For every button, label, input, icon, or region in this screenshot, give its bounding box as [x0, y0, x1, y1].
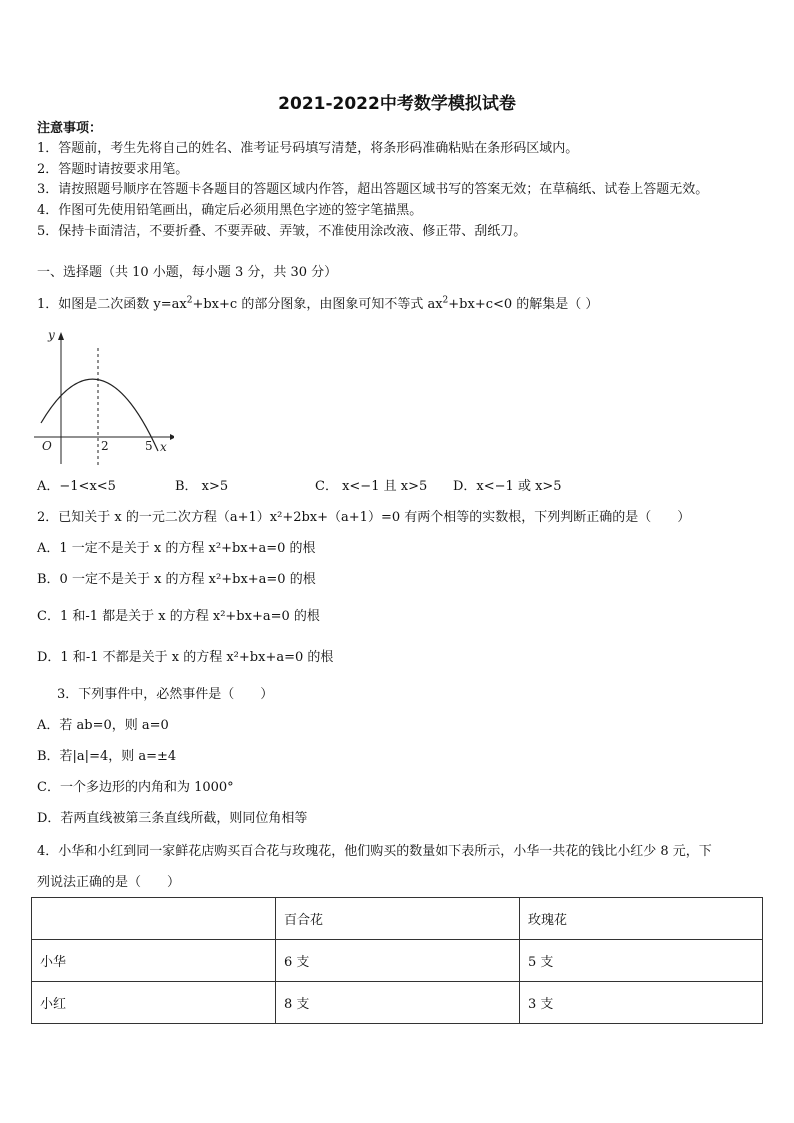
notice-item: 2．答题时请按要求用笔。	[37, 162, 189, 177]
notice-item: 3．请按照题号顺序在答题卡各题目的答题区域内作答，超出答题区域书写的答案无效；在草稿纸、试卷上答题无效。	[37, 182, 709, 197]
table-header-cell: 百合花	[276, 898, 520, 940]
table-cell: 小华	[32, 940, 276, 982]
table-cell: 3 支	[520, 982, 763, 1024]
table-row	[32, 940, 763, 982]
question-2-option-a: A．1 一定不是关于 x 的方程 x²+bx+a=0 的根	[37, 541, 316, 556]
notice-item: 1．答题前，考生先将自己的姓名、准考证号码填写清楚，将条形码准确粘贴在条形码区域内。	[37, 141, 579, 156]
question-3-option-d: D．若两直线被第三条直线所截，则同位角相等	[37, 811, 308, 826]
notice-item: 4．作图可先使用铅笔画出，确定后必须用黑色字迹的签字笔描黑。	[37, 203, 423, 218]
table-cell: 8 支	[276, 982, 520, 1024]
question-2-stem: 2．已知关于 x 的一元二次方程（a+1）x²+2bx+（a+1）=0 有两个相等的实数根，下列判断正确的是（ ）	[37, 510, 691, 525]
table-cell: 6 支	[276, 940, 520, 982]
tick-label-5: 5	[145, 439, 153, 453]
notice-heading: 注意事项：	[37, 121, 103, 136]
question-2-option-c: C．1 和-1 都是关于 x 的方程 x²+bx+a=0 的根	[37, 609, 320, 624]
page-title: 2021-2022中考数学模拟试卷	[278, 94, 516, 114]
question-3-option-b: B．若|a|=4，则 a=±4	[37, 749, 177, 764]
question-1-stem: 1．如图是二次函数 $y=ax^2+bx+c$ 的部分图象，由图象可知不等式 $ax^2+bx+c<0$ 的解集是（ ）	[37, 295, 599, 312]
table-cell: 5 支	[520, 940, 763, 982]
question-1-option-a: A．−1<x<5	[37, 479, 116, 494]
question-1-option-d: D．x<−1 或 x>5	[453, 479, 562, 494]
parabola-graph	[34, 328, 174, 468]
table-header-cell	[32, 898, 276, 940]
purchase-table	[31, 897, 763, 1024]
question-2-option-b: B．0 一定不是关于 x 的方程 x²+bx+a=0 的根	[37, 572, 316, 587]
question-1-option-c: C． x<−1 且 x>5	[315, 479, 428, 494]
question-2-option-d: D．1 和-1 不都是关于 x 的方程 x²+bx+a=0 的根	[37, 650, 334, 665]
origin-label: O	[42, 439, 52, 453]
question-3-stem: 3．下列事件中，必然事件是（ ）	[57, 687, 274, 702]
x-axis-label: x	[160, 440, 167, 454]
x-axis-arrow	[170, 434, 174, 440]
question-3-option-a: A．若 ab=0，则 a=0	[37, 718, 169, 733]
notice-item: 5．保持卡面清洁，不要折叠、不要弄破、弄皱，不准使用涂改液、修正带、刮纸刀。	[37, 224, 527, 239]
y-axis-label: y	[48, 328, 55, 342]
table-row	[32, 982, 763, 1024]
table-header-cell: 玫瑰花	[520, 898, 763, 940]
question-4-stem-line1: 4．小华和小红到同一家鲜花店购买百合花与玫瑰花，他们购买的数量如下表所示，小华一共花的钱比小红少 8 元，下	[37, 844, 712, 859]
table-cell: 小红	[32, 982, 276, 1024]
y-axis-arrow	[58, 332, 64, 340]
question-4-stem-line2: 列说法正确的是（ ）	[37, 875, 181, 890]
question-1-option-b: B． x>5	[175, 479, 229, 494]
parabola-curve	[41, 379, 158, 451]
question-3-option-c: C．一个多边形的内角和为 1000°	[37, 780, 234, 795]
section-heading: 一、选择题（共 10 小题，每小题 3 分，共 30 分）	[37, 265, 338, 280]
table-header-row	[32, 898, 763, 940]
tick-label-2: 2	[101, 439, 109, 453]
